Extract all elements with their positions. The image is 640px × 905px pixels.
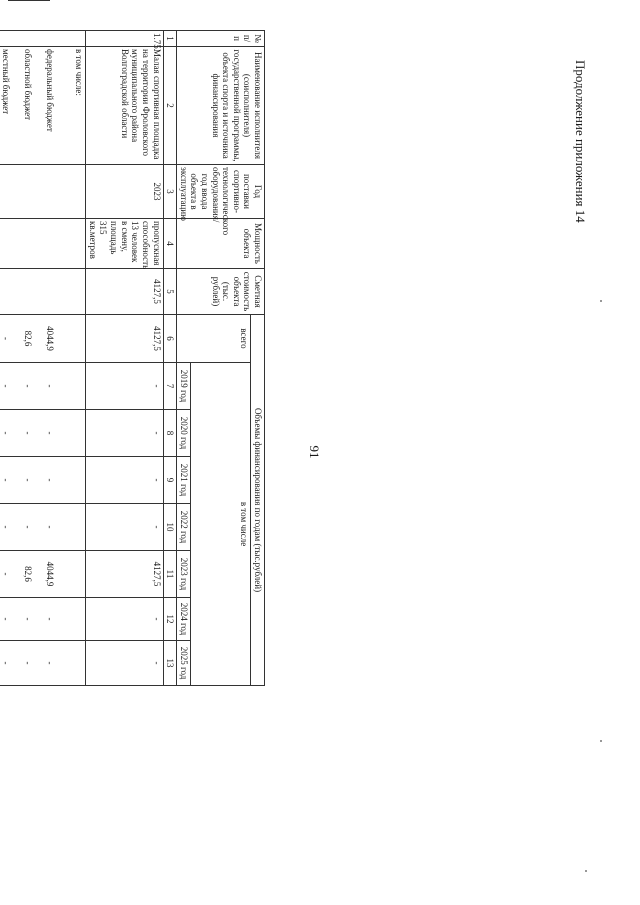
cell-estimate (0, 269, 12, 315)
header-year-2021: 2021 год (177, 457, 191, 504)
cell-total: 82,6 (12, 315, 34, 363)
cell-v2025: - (0, 641, 12, 686)
header-total: всего (177, 315, 251, 363)
cell-total: 4127,5 (86, 315, 163, 363)
cell-capacity: пропускная способность 13 человек в смену, площадь 315 кв.метров (86, 219, 163, 269)
cell-name: федеральный бюджет (34, 47, 56, 165)
scan-speck (585, 870, 587, 872)
col-number: 9 (163, 457, 177, 504)
cell-v2021: - (86, 457, 163, 504)
cell-v2021 (56, 457, 86, 504)
header-estimate: Сметная стоимость объекта (тыс. рублей) (177, 269, 265, 315)
header-num: № п/п (177, 31, 265, 47)
top-rule (8, 0, 50, 1)
header-capacity: Мощность объекта (177, 219, 265, 269)
cell-year (56, 165, 86, 219)
cell-year (12, 165, 34, 219)
col-number: 10 (163, 504, 177, 551)
continuation-title: Продолжение приложения 14 (573, 60, 588, 223)
cell-total: - (0, 315, 12, 363)
cell-year (34, 165, 56, 219)
cell-v2019: - (34, 363, 56, 410)
cell-v2025 (56, 641, 86, 686)
cell-v2021: - (12, 457, 34, 504)
cell-v2022: - (34, 504, 56, 551)
cell-v2019: - (0, 363, 12, 410)
col-number: 1 (163, 31, 177, 47)
cell-v2023: 82,6 (12, 551, 34, 598)
header-year-2019: 2019 год (177, 363, 191, 410)
table-row (0, 31, 12, 686)
cell-year: 2023 (86, 165, 163, 219)
cell-total (56, 315, 86, 363)
cell-v2024: - (12, 598, 34, 641)
funding-table (0, 30, 265, 686)
cell-capacity (0, 219, 12, 269)
cell-estimate: 4127,5 (86, 269, 163, 315)
cell-num (12, 31, 34, 47)
header-incl: в том числе (190, 363, 251, 686)
page-number: 91 (307, 445, 322, 459)
cell-v2023 (56, 551, 86, 598)
cell-v2024: - (86, 598, 163, 641)
table-row (12, 31, 34, 686)
cell-v2025: - (86, 641, 163, 686)
cell-v2019: - (12, 363, 34, 410)
cell-v2020: - (12, 410, 34, 457)
cell-v2024: - (34, 598, 56, 641)
cell-num (34, 31, 56, 47)
col-number: 4 (163, 219, 177, 269)
cell-v2024 (56, 598, 86, 641)
col-number: 13 (163, 641, 177, 686)
cell-num: 1.75. (86, 31, 163, 47)
cell-year (0, 165, 12, 219)
header-year-2024: 2024 год (177, 598, 191, 641)
scan-speck (600, 740, 602, 742)
cell-v2024: - (0, 598, 12, 641)
cell-name: местный бюджет (0, 47, 12, 165)
cell-name: областной бюджет (12, 47, 34, 165)
table-body (0, 31, 163, 686)
cell-name: Малая спортивная площадка на территории Фроловского муниципального района Волгоградской области (86, 47, 163, 165)
cell-v2023: 4044,9 (34, 551, 56, 598)
cell-v2019 (56, 363, 86, 410)
cell-v2023: 4127,5 (86, 551, 163, 598)
cell-v2020: - (34, 410, 56, 457)
table-row (56, 31, 86, 686)
cell-v2020: - (86, 410, 163, 457)
table-row (34, 31, 56, 686)
col-number: 5 (163, 269, 177, 315)
cell-num (56, 31, 86, 47)
cell-estimate (56, 269, 86, 315)
col-number: 3 (163, 165, 177, 219)
cell-estimate (12, 269, 34, 315)
col-number: 6 (163, 315, 177, 363)
header-name: Наименование исполнителя (соисполнителя) государственной программы, объекта спорта и источника финансирования (177, 47, 265, 165)
header-year-2023: 2023 год (177, 551, 191, 598)
cell-v2021: - (0, 457, 12, 504)
header-year-2022: 2022 год (177, 504, 191, 551)
cell-capacity (34, 219, 56, 269)
cell-name: в том числе: (56, 47, 86, 165)
col-number: 11 (163, 551, 177, 598)
col-number: 7 (163, 363, 177, 410)
scan-speck (600, 300, 602, 302)
cell-v2025: - (12, 641, 34, 686)
cell-v2022 (56, 504, 86, 551)
table-row (86, 31, 163, 686)
cell-v2020 (56, 410, 86, 457)
cell-total: 4044,9 (34, 315, 56, 363)
cell-v2025: - (34, 641, 56, 686)
header-year-2020: 2020 год (177, 410, 191, 457)
cell-estimate (34, 269, 56, 315)
cell-capacity (12, 219, 34, 269)
cell-v2022: - (12, 504, 34, 551)
cell-v2023: - (0, 551, 12, 598)
col-number: 2 (163, 47, 177, 165)
col-number: 8 (163, 410, 177, 457)
cell-capacity (56, 219, 86, 269)
cell-v2019: - (86, 363, 163, 410)
cell-v2022: - (86, 504, 163, 551)
col-number: 12 (163, 598, 177, 641)
header-year-2025: 2025 год (177, 641, 191, 686)
header-year-delivery: Год поставки спортивно-технологического оборудования/ год ввода объекта в эксплуатацию (177, 165, 265, 219)
cell-v2021: - (34, 457, 56, 504)
cell-v2022: - (0, 504, 12, 551)
cell-v2020: - (0, 410, 12, 457)
header-funding: Объемы финансирования по годам (тыс.рублей) (251, 315, 265, 686)
cell-num (0, 31, 12, 47)
